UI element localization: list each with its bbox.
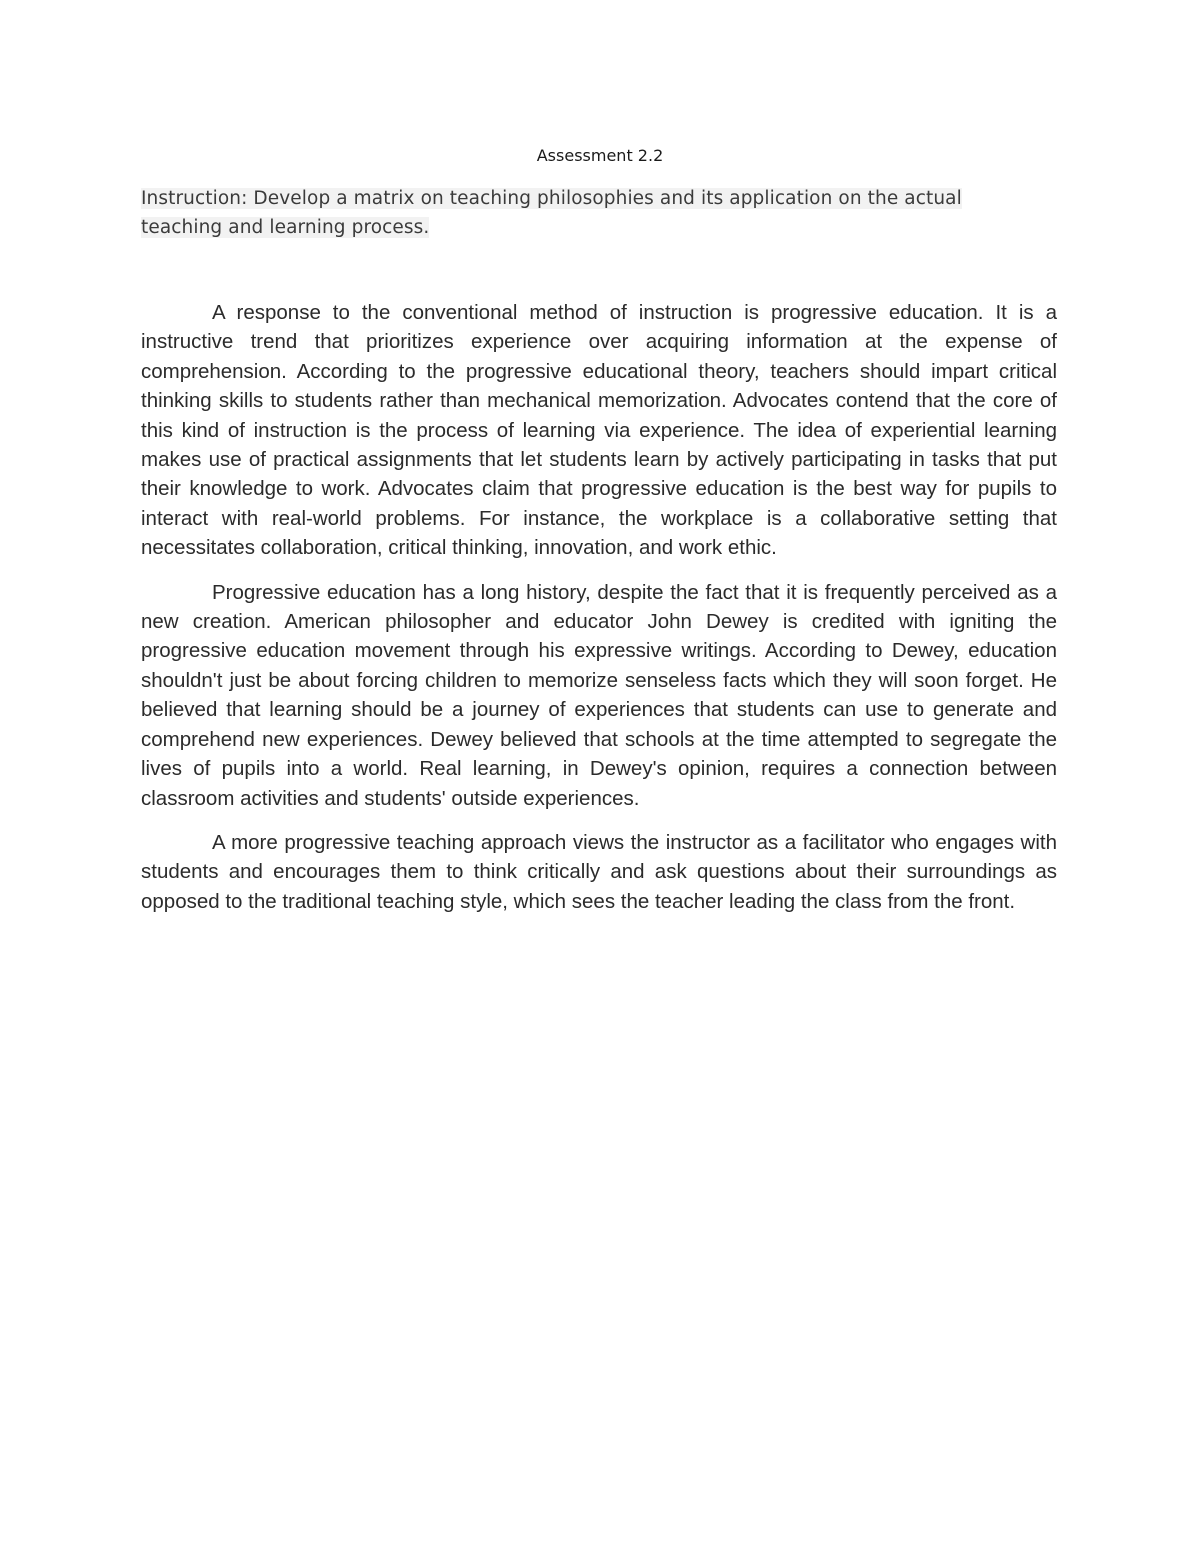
instruction-highlight: Instruction: Develop a matrix on teaching philosophies and its application on the actual teaching and learning process.: [141, 188, 962, 238]
document-title: Assessment 2.2: [536, 146, 664, 165]
essay-body: [141, 298, 1057, 931]
instruction-text: [141, 184, 1041, 242]
paragraph-3: A more progressive teaching approach views the instructor as a facilitator who engages with students and encourages them to think critically and ask questions about their surroundings as opposed to the traditional teaching style, which sees the teacher leading the class from the front.: [141, 830, 1057, 913]
paragraph-1: A response to the conventional method of instruction is progressive education. It is a instructive trend that prioritizes experience over acquiring information at the expense of comprehension. According to the progressive educational theory, teachers should impart critical thinking skills to students rather than mechanical memorization. Advocates contend that the core of this kind of instruction is the process of learning via experience. The idea of experiential learning makes use of practical assignments that let students learn by actively participating in tasks that put their knowledge to work. Advocates claim that progressive education is the best way for pupils to interact with real-world problems. For instance, the workplace is a collaborative setting that necessitates collaboration, critical thinking, innovation, and work ethic.: [141, 301, 1057, 560]
paragraph-2: Progressive education has a long history, despite the fact that it is frequently perceived as a new creation. American philosopher and educator John Dewey is credited with igniting the progressive education movement through his expressive writings. According to Dewey, education shouldn't just be about forcing children to memorize senseless facts which they will soon forget. He believed that learning should be a journey of experiences that students can use to generate and comprehend new experiences. Dewey believed that schools at the time attempted to segregate the lives of pupils into a world. Real learning, in Dewey's opinion, requires a connection between classroom activities and students' outside experiences.: [141, 580, 1057, 810]
